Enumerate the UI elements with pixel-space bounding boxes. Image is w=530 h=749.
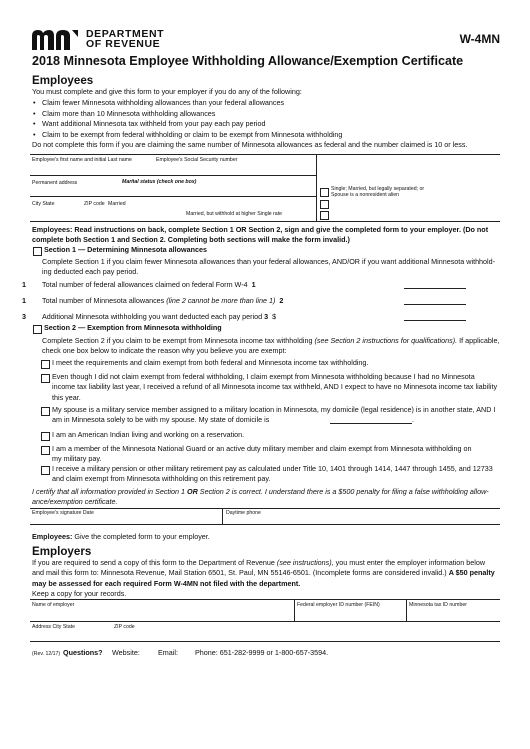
instructions: Employees: Read instructions on back, complete Section 1 OR Section 2, sign and give the completed form to your employer. (Do not complete both Section 1 and Section 2. Completing both sections will make the form invalid.) bbox=[32, 225, 489, 245]
section2-heading: Section 2 — Exemption from Minnesota withholding bbox=[44, 323, 222, 332]
military-pension-label: I receive a military pension or other military retirement pay as calculated under Title 10, 1401 through 1414, 1447 through 1455, and 12733 and claim exempt from Minnesota withholding on this retirement pay. bbox=[52, 464, 493, 484]
section1-checkbox[interactable] bbox=[33, 247, 42, 256]
employees-give: Employees: Give the completed form to your employer. bbox=[32, 532, 210, 541]
do-not-note: Do not complete this form if you are claiming the same number of Minnesota allowances as federal and the number claimed is 10 or less. bbox=[32, 140, 468, 150]
intro-text: You must complete and give this form to your employer if you do any of the following: bbox=[32, 87, 302, 96]
address-label: Permanent address bbox=[32, 180, 78, 186]
section1-desc: Complete Section 1 if you claim fewer Minnesota allowances than your federal allowances, AND/OR if you want additional Minnesota withhold- ing deducted each pay period. bbox=[42, 257, 496, 277]
form-id: W-4MN bbox=[459, 32, 500, 46]
mn-tax-id-label: Minnesota tax ID number bbox=[409, 602, 467, 608]
website-label: Website: bbox=[112, 648, 140, 657]
mn-revenue-logo bbox=[32, 28, 164, 50]
married-higher-checkbox[interactable] bbox=[320, 211, 329, 220]
line3-field[interactable] bbox=[404, 320, 466, 321]
line3-number: 3 bbox=[22, 312, 26, 321]
mn-logo-icon bbox=[32, 28, 80, 50]
employers-heading: Employers bbox=[32, 545, 92, 558]
national-guard-label: I am a member of the Minnesota National Guard or an active duty military member and claim exempt from Minnesota withholding on my military pay. bbox=[52, 444, 472, 464]
married-checkbox[interactable] bbox=[320, 200, 329, 209]
marital-status-label: Marital status (check one box) bbox=[122, 179, 197, 185]
line3-label: Additional Minnesota withholding you want deducted each pay period 3 $ bbox=[42, 312, 277, 321]
section2-checkbox[interactable] bbox=[33, 325, 42, 334]
employers-text: If you are required to send a copy of this form to the Department of Revenue (see instructions), you must enter the employer information below and mail this form to: Minnesota Revenue, Mail Station 6501, St. Paul, MN 55146-6501. (Incomplete forms are considered invalid.) A $50 penalty may be assessed for each required Form W-4MN not filed with the department. Keep a copy for your records. bbox=[32, 558, 495, 599]
employer-address-label: Address City State bbox=[32, 624, 75, 630]
american-indian-checkbox[interactable] bbox=[41, 432, 50, 441]
married-higher-label: Married, but withhold at higher Single rate bbox=[186, 211, 283, 217]
line1-field[interactable] bbox=[404, 288, 466, 289]
section2-desc: Complete Section 2 if you claim to be exempt from Minnesota income tax withholding (see Section 2 instructions for qualifications). If applicable, check one box below to indicate the reason why you believe you are exempt: bbox=[42, 336, 500, 356]
list-item: • Claim to be exempt from federal withholding or claim to be exempt from Minnesota withholding bbox=[42, 130, 502, 140]
certification: I certify that all information provided in Section 1 OR Section 2 is correct. I understand there is a $500 penalty for filing a false withholding allow- ance/exemption certificate. bbox=[32, 487, 489, 507]
requirements-list bbox=[32, 98, 502, 140]
line2-label: Total number of Minnesota allowances (line 2 cannot be more than line 1) 2 bbox=[42, 296, 284, 305]
no-liability-label: Even though I did not claim exempt from federal withholding, I claim exempt from Minnesota withholding because I had no Minnesota income tax liability last year, I received a refund of all Minnesota income tax withheld, AND I expect to have no Minnesota income tax liability this year. bbox=[52, 372, 498, 402]
list-item: • Claim fewer Minnesota withholding allowances than your federal allowances bbox=[42, 98, 502, 108]
section1-heading: Section 1 — Determining Minnesota allowances bbox=[44, 245, 207, 254]
single-checkbox[interactable] bbox=[320, 188, 329, 197]
state-of-domicile-field[interactable] bbox=[330, 423, 412, 424]
signature-label: Employee's signature Date bbox=[32, 510, 94, 516]
revision: (Rev. 12/17) bbox=[32, 651, 61, 657]
line1-number: 1 bbox=[22, 280, 26, 289]
city-state-label: City State bbox=[32, 201, 55, 207]
questions-label: Questions? bbox=[63, 648, 103, 657]
page-title: 2018 Minnesota Employee Withholding Allowance/Exemption Certificate bbox=[32, 54, 464, 68]
national-guard-checkbox[interactable] bbox=[41, 446, 50, 455]
line1-label: Total number of federal allowances claimed on federal Form W-4 1 bbox=[42, 280, 256, 289]
employer-zip-label: ZIP code bbox=[114, 624, 135, 630]
email-label: Email: bbox=[158, 648, 178, 657]
first-name-label: Employee's first name and initial Last name bbox=[32, 157, 132, 163]
military-pension-checkbox[interactable] bbox=[41, 466, 50, 475]
military-spouse-checkbox[interactable] bbox=[41, 407, 50, 416]
phone-info: Phone: 651-282-9999 or 1-800-657-3594. bbox=[195, 648, 329, 657]
single-label: Single; Married, but legally separated; or Spouse is a nonresident alien bbox=[331, 186, 425, 198]
department-name: DEPARTMENT OF REVENUE bbox=[86, 28, 165, 50]
fein-label: Federal employer ID number (FEIN) bbox=[297, 602, 380, 608]
period-mark: . bbox=[412, 415, 414, 424]
employees-heading: Employees bbox=[32, 74, 94, 87]
list-item: • Claim more than 10 Minnesota withholding allowances bbox=[42, 109, 502, 119]
married-label: Married bbox=[108, 201, 126, 207]
zip-label: ZIP code bbox=[84, 201, 105, 207]
exempt-both-checkbox[interactable] bbox=[41, 360, 50, 369]
line2-number: 1 bbox=[22, 296, 26, 305]
phone-label: Daytime phone bbox=[226, 510, 261, 516]
employees-intro bbox=[32, 87, 502, 150]
american-indian-label: I am an American Indian living and working on a reservation. bbox=[52, 430, 245, 439]
list-item: • Want additional Minnesota tax withheld from your pay each pay period bbox=[42, 119, 502, 129]
no-liability-checkbox[interactable] bbox=[41, 374, 50, 383]
ssn-label: Employee's Social Security number bbox=[156, 157, 238, 163]
exempt-both-label: I meet the requirements and claim exempt from both federal and Minnesota income tax withholding. bbox=[52, 358, 369, 367]
line2-field[interactable] bbox=[404, 304, 466, 305]
military-spouse-label: My spouse is a military service member assigned to a military location in Minnesota, my domicile (legal residence) is in another state, AND I am in Minnesota solely to be with my spouse. My state of domicile is bbox=[52, 405, 496, 425]
employer-name-label: Name of employer bbox=[32, 602, 75, 608]
